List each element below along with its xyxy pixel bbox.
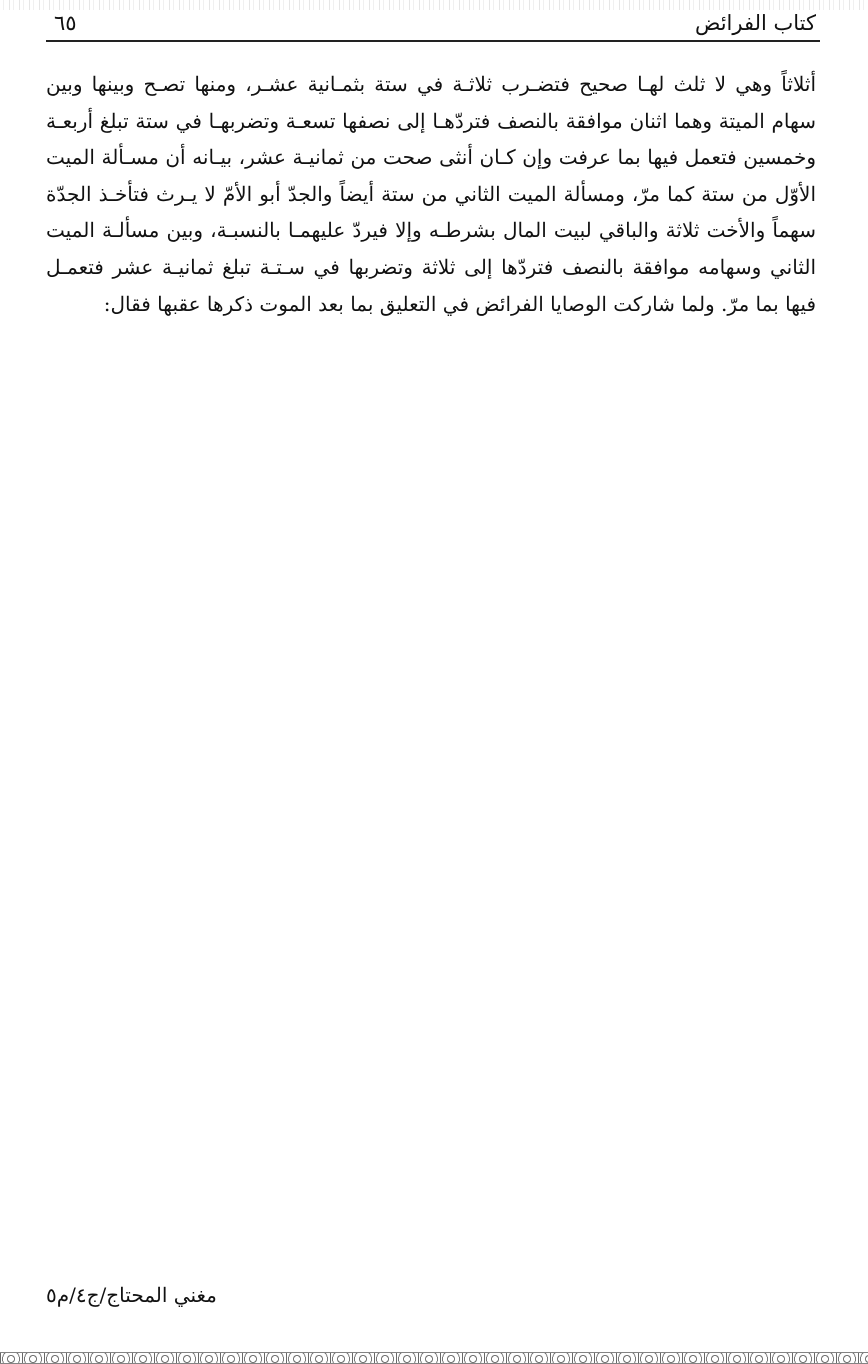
body-paragraph: أثلاثاً وهي لا ثلث لهـا صحيح فتضـرب ثلاثـة في ستة بثمـانية عشـر، ومنها تصـح وبينها وبين سهام الميتة وهما اثنان موافقة بالنصف فتردّهـا إلى نصفها تسعـة وتضربهـا في ستة تبلغ أربعـة وخمسين فتعمل فيها بما عرفت وإن كـان أنثى صحت من ثمانيـة عشر، بيـانه أن مسـألة الميت الأوّل من ستة كما مرّ، ومسألة الميت الثاني من ستة أيضاً والجدّ أبو الأمّ لا يـرث فتأخـذ الجدّة سهماً والأخت ثلاثة والباقي لبيت المال بشرطـه وإلا فيردّ عليهمـا بالنسبـة، وبين مسألـة الميت الثاني وسهامه موافقة بالنصف فتردّها إلى ثلاثة وتضربها في سـتـة تبلغ ثمانيـة عشر فتعمـل فيها بما مرّ. ولما شاركت الوصايا الفرائض في التعليق بما بعد الموت ذكرها عقبها فقال:: [46, 72, 816, 316]
running-head: كتاب الفرائض: [694, 11, 816, 35]
page-header: [50, 6, 818, 40]
decorative-bottom-border: [0, 1352, 868, 1364]
header-rule: [46, 40, 820, 42]
page-number: ٦٥: [54, 11, 77, 35]
footer-signature: مغني المحتاج/ج٤/م٥: [46, 1283, 217, 1307]
